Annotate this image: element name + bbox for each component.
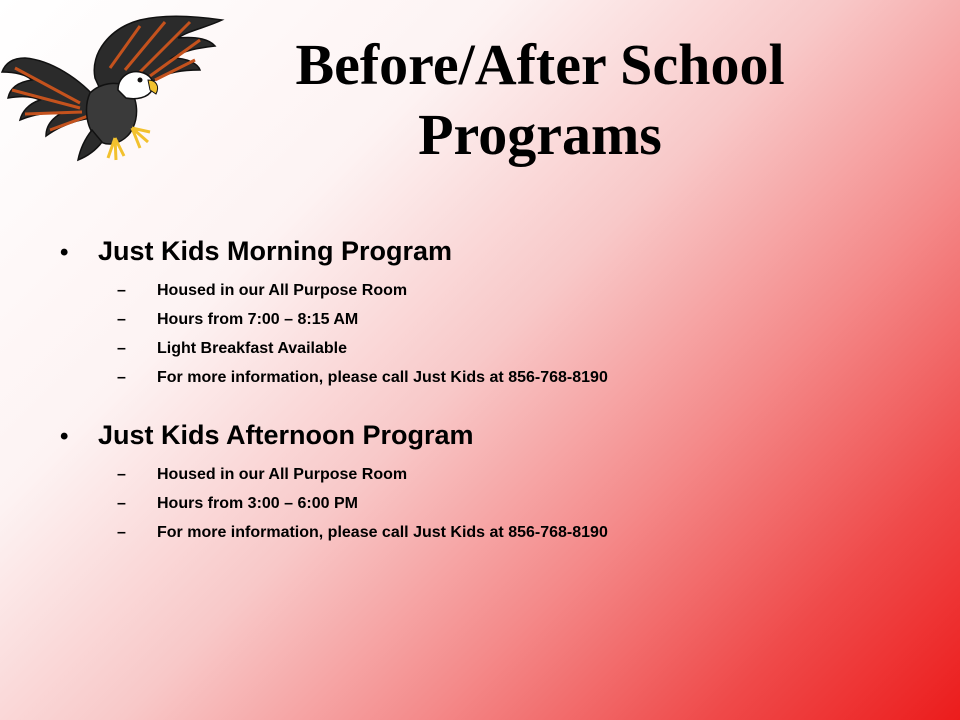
section-heading: Just Kids Afternoon Program xyxy=(98,420,474,450)
list-item-text: Hours from 7:00 – 8:15 AM xyxy=(157,311,359,328)
list-item-text: Housed in our All Purpose Room xyxy=(157,282,408,299)
slide-title: Before/After School Programs xyxy=(295,32,785,167)
dash-marker: – xyxy=(117,340,126,357)
dash-marker: – xyxy=(117,282,126,299)
list-item xyxy=(60,282,940,311)
dash-marker: – xyxy=(117,524,126,541)
list-item xyxy=(60,340,940,369)
section-morning-program xyxy=(60,236,940,398)
dash-marker: – xyxy=(117,466,126,483)
dash-marker: – xyxy=(117,495,126,512)
list-item xyxy=(60,369,940,398)
list-item xyxy=(60,311,940,340)
list-item xyxy=(60,495,940,524)
list-item xyxy=(60,466,940,495)
list-item-text: Hours from 3:00 – 6:00 PM xyxy=(157,495,358,512)
sub-list xyxy=(60,282,940,398)
bullet-marker: • xyxy=(60,423,69,450)
section-heading-row xyxy=(60,236,940,282)
list-item-text: Housed in our All Purpose Room xyxy=(157,466,408,483)
dash-marker: – xyxy=(117,311,126,328)
sub-list xyxy=(60,466,940,553)
list-item-text: Light Breakfast Available xyxy=(157,340,347,357)
section-heading-row xyxy=(60,420,940,466)
section-afternoon-program xyxy=(60,420,940,553)
eagle-mascot-icon xyxy=(0,8,230,168)
list-item-text: For more information, please call Just Kids at 856-768-8190 xyxy=(157,524,608,541)
list-item-text: For more information, please call Just Kids at 856-768-8190 xyxy=(157,369,608,386)
bullet-marker: • xyxy=(60,239,69,266)
dash-marker: – xyxy=(117,369,126,386)
section-heading: Just Kids Morning Program xyxy=(98,236,453,266)
slide-content xyxy=(60,236,940,553)
list-item xyxy=(60,524,940,553)
